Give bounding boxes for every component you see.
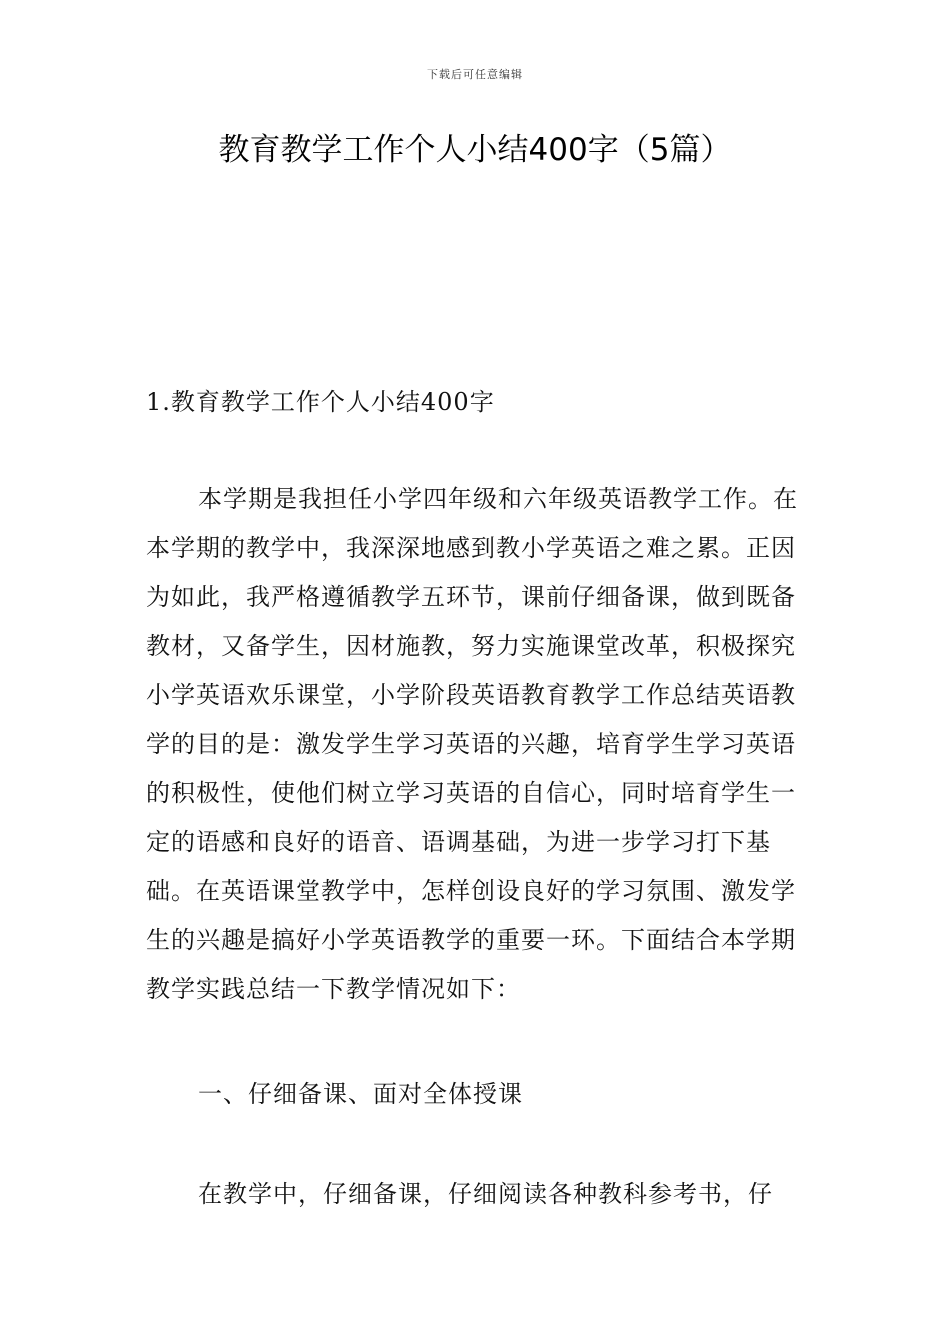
document-title: 教育教学工作个人小结400字（5篇） — [218, 132, 732, 168]
body-paragraph: 在教学中，仔细备课，仔细阅读各种教科参考书，仔 — [198, 1180, 773, 1208]
section-heading: 1.教育教学工作个人小结400字 — [146, 388, 495, 416]
header-note: 下载后可任意编辑 — [427, 68, 523, 81]
subheading: 一、仔细备课、面对全体授课 — [198, 1080, 523, 1108]
intro-paragraph: 本学期是我担任小学四年级和六年级英语教学工作。在本学期的教学中，我深深地感到教小学英语之难之累。正因为如此，我严格遵循教学五环节，课前仔细备课，做到既备教材，又备学生，因材施教，努力实施课堂改革，积极探究小学英语欢乐课堂，小学阶段英语教育教学工作总结英语教学的目的是：激发学生学习英语的兴趣，培育学生学习英语的积极性，使他们树立学习英语的自信心，同时培育学生一定的语感和良好的语音、语调基础，为进一步学习打下基础。在英语课堂教学中，怎样创设良好的学习氛围、激发学生的兴趣是搞好小学英语教学的重要一环。下面结合本学期教学实践总结一下教学情况如下： — [146, 485, 798, 1003]
